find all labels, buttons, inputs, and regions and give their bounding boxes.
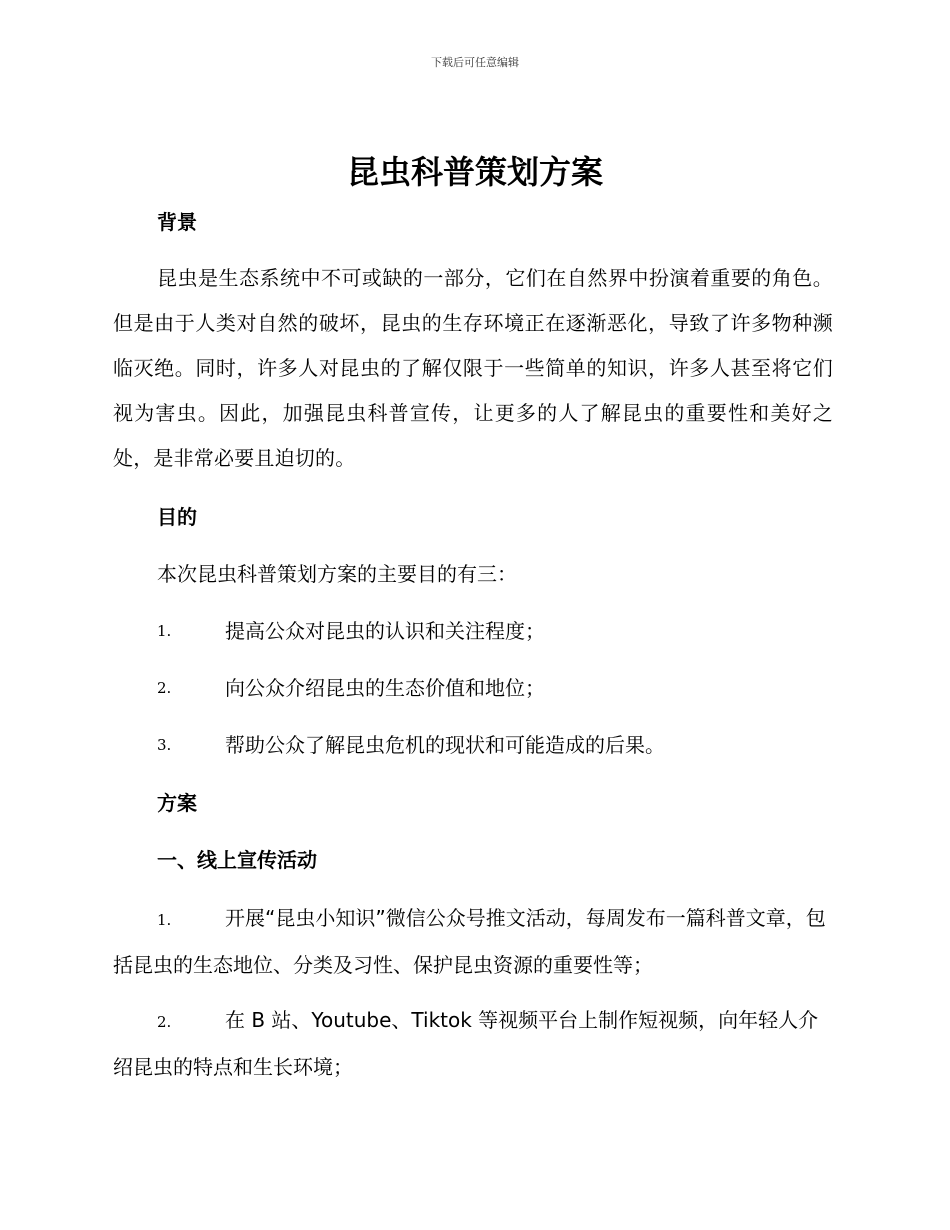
list-number: 1. (157, 911, 172, 929)
background-paragraph: 昆虫是生态系统中不可或缺的一部分，它们在自然界中扮演着重要的角色。但是由于人类对自然的破坏，昆虫的生存环境正在逐渐恶化，导致了许多物种濒临灭绝。同时，许多人对昆虫的了解仅限于一些简单的知识，许多人甚至将它们视为害虫。因此，加强昆虫科普宣传，让更多的人了解昆虫的重要性和美好之处，是非常必要且迫切的。 (113, 266, 833, 470)
list-text: 提高公众对昆虫的认识和关注程度； (225, 619, 545, 643)
background-heading: 背景 (157, 210, 197, 234)
list-number: 3. (157, 736, 172, 754)
purpose-list-item (157, 730, 833, 760)
list-text: 在 B 站、Youtube、Tiktok 等视频平台上制作短视频，向年轻人介绍昆虫的特点和生长环境； (113, 1008, 819, 1079)
purpose-list-item (157, 673, 833, 703)
plan-heading: 方案 (157, 791, 197, 815)
online-list-item (113, 896, 833, 988)
list-text: 开展“昆虫小知识”微信公众号推文活动，每周发布一篇科普文章，包括昆虫的生态地位、分类及习性、保护昆虫资源的重要性等； (113, 906, 826, 977)
online-activity-heading: 一、线上宣传活动 (157, 848, 317, 872)
purpose-heading: 目的 (157, 505, 197, 529)
online-list-item (113, 998, 833, 1090)
document-title: 昆虫科普策划方案 (346, 153, 603, 191)
list-number: 2. (157, 679, 172, 697)
list-number: 1. (157, 622, 172, 640)
list-text: 帮助公众了解昆虫危机的现状和可能造成的后果。 (225, 733, 665, 757)
purpose-intro: 本次昆虫科普策划方案的主要目的有三： (157, 562, 517, 586)
purpose-list-item (157, 616, 833, 646)
page-header-note: 下载后可任意编辑 (431, 56, 519, 69)
list-number: 2. (157, 1013, 172, 1031)
list-text: 向公众介绍昆虫的生态价值和地位； (225, 676, 545, 700)
